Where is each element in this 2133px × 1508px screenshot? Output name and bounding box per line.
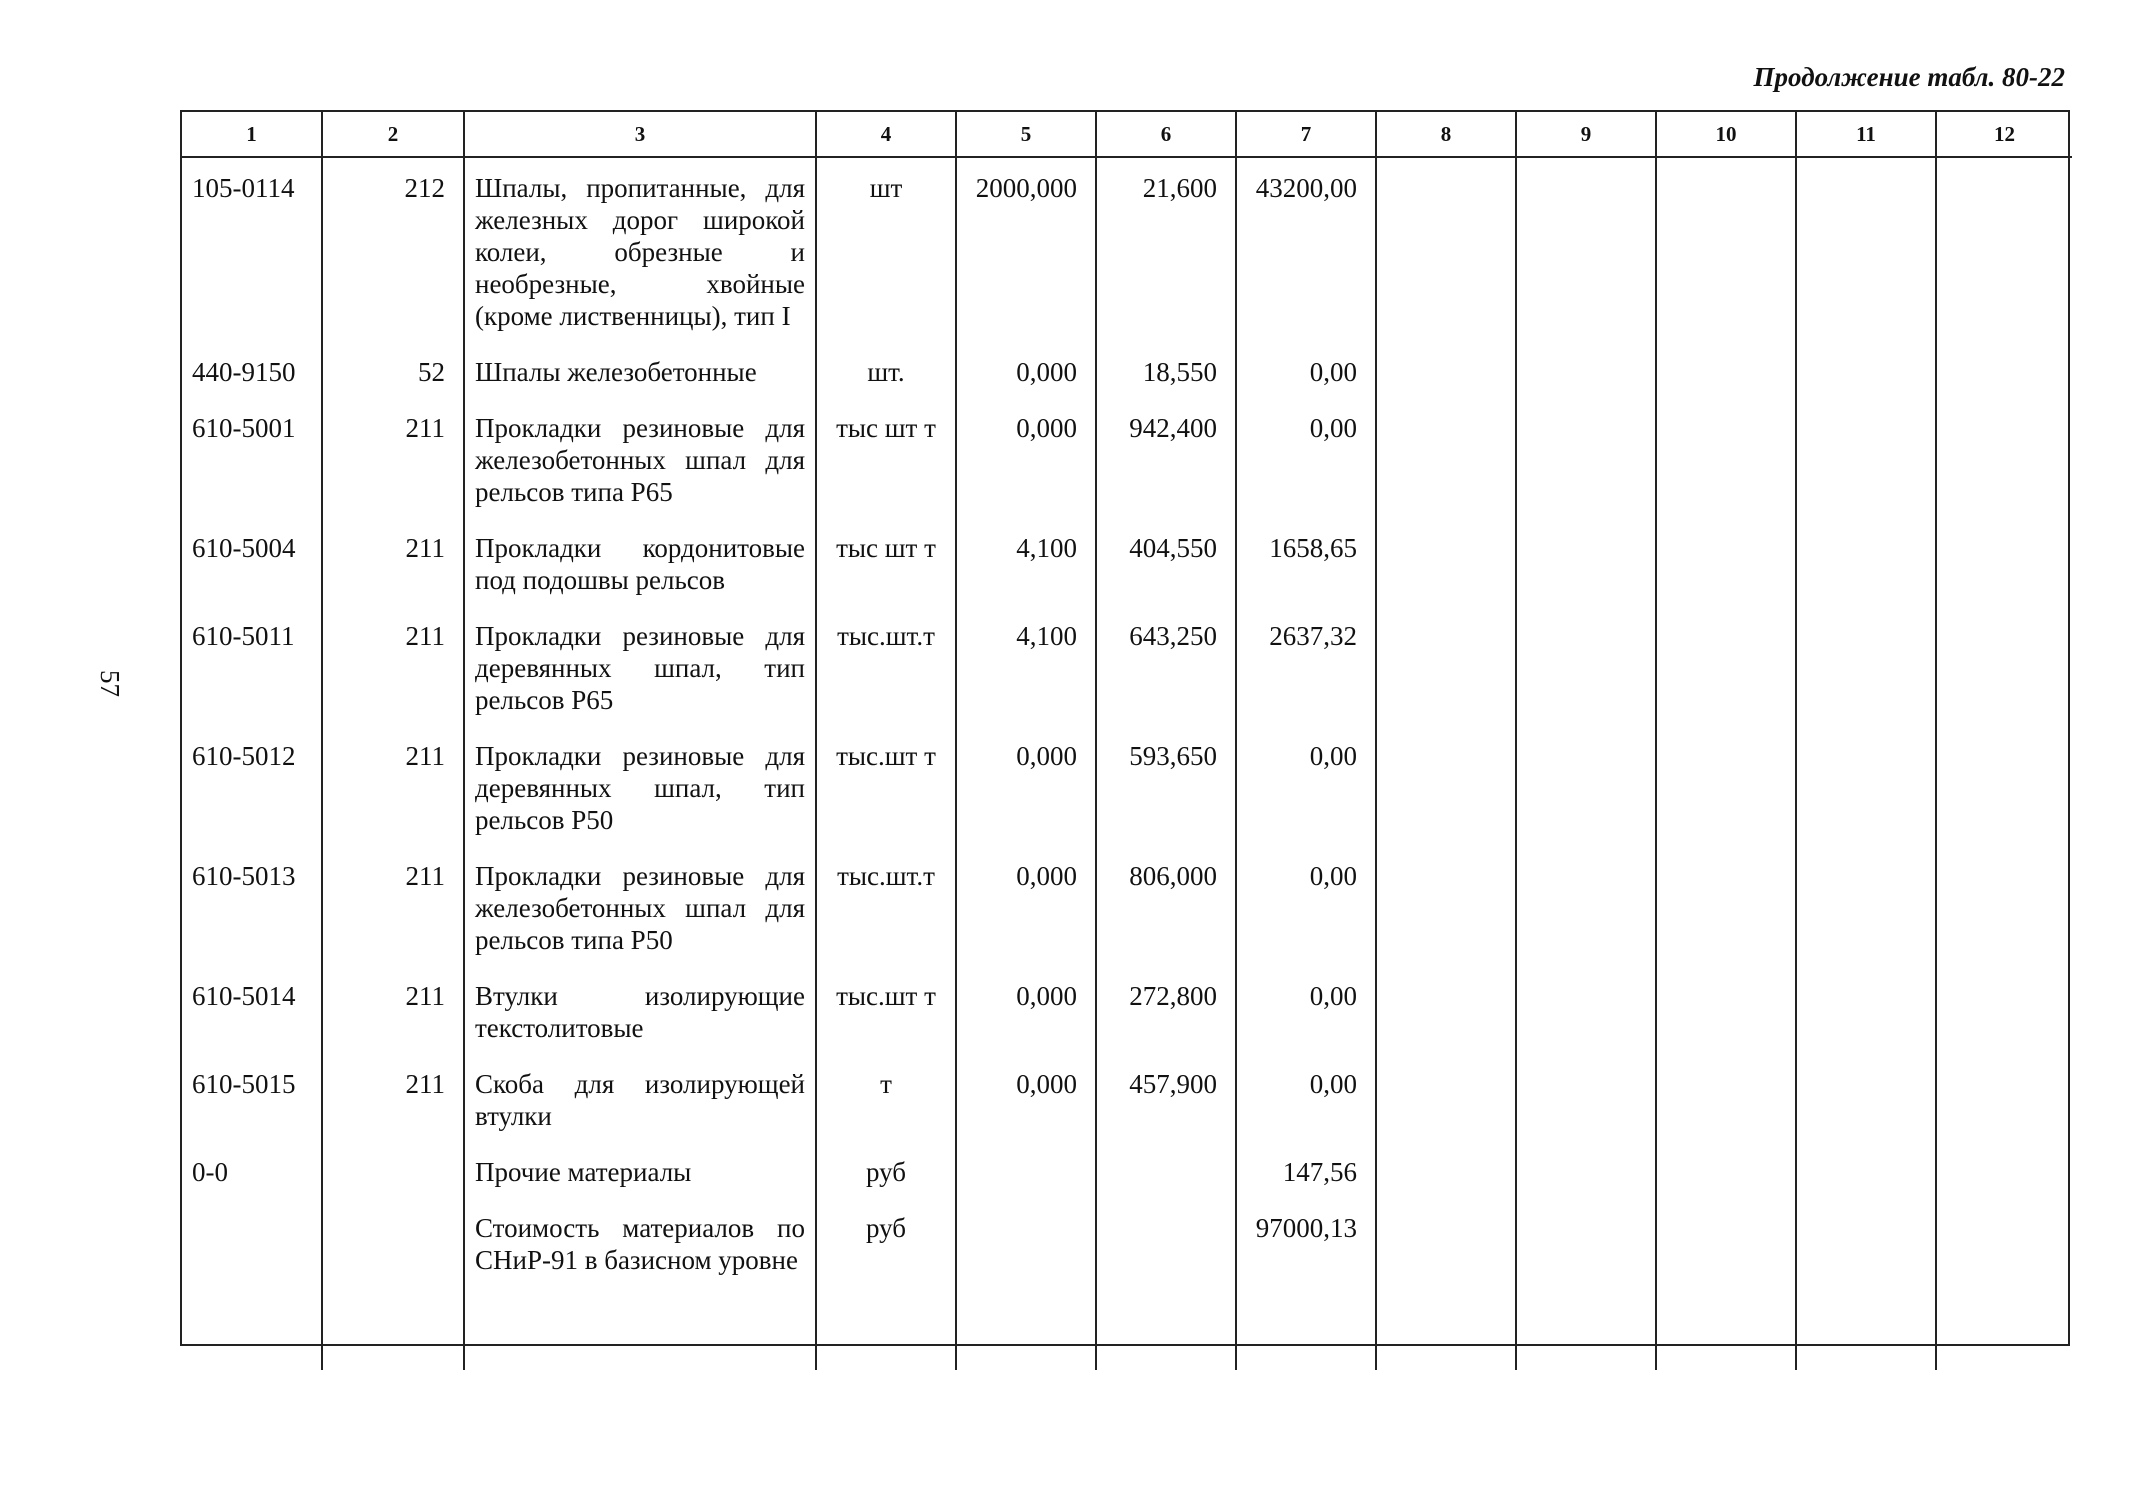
cell-num — [322, 1142, 464, 1198]
cell-total: 0,00 — [1236, 726, 1376, 846]
cell-empty — [1376, 966, 1516, 1054]
cell-empty — [1796, 846, 1936, 966]
col-header-4: 4 — [816, 112, 956, 157]
table-row — [182, 398, 2072, 518]
cell-code: 0-0 — [182, 1142, 322, 1198]
cell-total: 2637,32 — [1236, 606, 1376, 726]
cell-code: 610-5004 — [182, 518, 322, 606]
header-row — [182, 112, 2072, 157]
col-header-3: 3 — [464, 112, 816, 157]
cell-empty — [182, 1286, 322, 1370]
cell-empty — [1376, 726, 1516, 846]
cell-empty — [464, 1286, 816, 1370]
cell-empty — [1936, 726, 2072, 846]
cell-total: 0,00 — [1236, 966, 1376, 1054]
cell-name: Шпалы железобетонные — [464, 342, 816, 398]
table-row — [182, 966, 2072, 1054]
cell-empty — [1796, 606, 1936, 726]
cell-total: 0,00 — [1236, 1054, 1376, 1142]
cell-price: 457,900 — [1096, 1054, 1236, 1142]
cell-empty — [1516, 398, 1656, 518]
cell-empty — [1516, 846, 1656, 966]
cell-num: 211 — [322, 1054, 464, 1142]
cell-unit: тыс шт т — [816, 518, 956, 606]
cell-unit: тыс.шт т — [816, 726, 956, 846]
cell-empty — [1376, 1198, 1516, 1286]
cell-empty — [1796, 398, 1936, 518]
cell-empty — [1656, 157, 1796, 342]
table-row — [182, 1142, 2072, 1198]
col-header-6: 6 — [1096, 112, 1236, 157]
cell-unit: тыс шт т — [816, 398, 956, 518]
cell-empty — [1376, 398, 1516, 518]
cell-empty — [1376, 606, 1516, 726]
cell-total: 0,00 — [1236, 398, 1376, 518]
cell-num: 211 — [322, 846, 464, 966]
cell-unit: руб — [816, 1198, 956, 1286]
cell-qty: 0,000 — [956, 966, 1096, 1054]
cell-empty — [1796, 518, 1936, 606]
cell-empty — [1936, 966, 2072, 1054]
cell-empty — [1656, 726, 1796, 846]
cell-empty — [1936, 1198, 2072, 1286]
cell-name: Прокладки резиновые для железобетонных шпал для рельсов типа Р50 — [464, 846, 816, 966]
col-header-12: 12 — [1936, 112, 2072, 157]
table-row — [182, 342, 2072, 398]
cell-total: 147,56 — [1236, 1142, 1376, 1198]
cell-empty — [1516, 966, 1656, 1054]
cell-name: Стоимость материалов по СНиР-91 в базисном уровне — [464, 1198, 816, 1286]
cell-empty — [1796, 1142, 1936, 1198]
cell-price: 21,600 — [1096, 157, 1236, 342]
cell-code: 610-5001 — [182, 398, 322, 518]
cell-name: Шпалы, пропитанные, для железных дорог широкой колеи, обрезные и необрезные, хвойные (кроме лиственницы), тип I — [464, 157, 816, 342]
table-row — [182, 157, 2072, 342]
cell-total: 97000,13 — [1236, 1198, 1376, 1286]
table-row — [182, 1198, 2072, 1286]
cell-price: 593,650 — [1096, 726, 1236, 846]
cell-empty — [1516, 1198, 1656, 1286]
cell-empty — [1796, 1286, 1936, 1370]
cell-code: 440-9150 — [182, 342, 322, 398]
cell-empty — [1936, 157, 2072, 342]
cell-empty — [816, 1286, 956, 1370]
cell-empty — [1376, 342, 1516, 398]
cell-qty: 0,000 — [956, 846, 1096, 966]
cell-code — [182, 1198, 322, 1286]
cell-num: 211 — [322, 966, 464, 1054]
cell-unit: шт — [816, 157, 956, 342]
cell-empty — [1936, 398, 2072, 518]
materials-table-grid — [182, 112, 2072, 1370]
cell-empty — [1936, 606, 2072, 726]
materials-table — [180, 110, 2070, 1346]
cell-empty — [1516, 1054, 1656, 1142]
cell-total: 0,00 — [1236, 846, 1376, 966]
cell-name: Прокладки резиновые для деревянных шпал, тип рельсов Р50 — [464, 726, 816, 846]
cell-price: 942,400 — [1096, 398, 1236, 518]
col-header-2: 2 — [322, 112, 464, 157]
cell-empty — [1096, 1286, 1236, 1370]
cell-empty — [1796, 1054, 1936, 1142]
col-header-9: 9 — [1516, 112, 1656, 157]
cell-unit: тыс.шт.т — [816, 846, 956, 966]
cell-unit: руб — [816, 1142, 956, 1198]
cell-empty — [1516, 726, 1656, 846]
cell-price: 643,250 — [1096, 606, 1236, 726]
cell-num: 211 — [322, 518, 464, 606]
cell-empty — [1376, 846, 1516, 966]
cell-empty — [1656, 966, 1796, 1054]
cell-qty — [956, 1198, 1096, 1286]
cell-unit: т — [816, 1054, 956, 1142]
col-header-1: 1 — [182, 112, 322, 157]
cell-code: 105-0114 — [182, 157, 322, 342]
cell-qty: 4,100 — [956, 606, 1096, 726]
cell-empty — [1796, 1198, 1936, 1286]
table-row — [182, 1054, 2072, 1142]
cell-empty — [1656, 1054, 1796, 1142]
cell-empty — [1516, 606, 1656, 726]
cell-empty — [1656, 846, 1796, 966]
cell-empty — [1936, 846, 2072, 966]
cell-code: 610-5011 — [182, 606, 322, 726]
cell-name: Прочие материалы — [464, 1142, 816, 1198]
cell-code: 610-5015 — [182, 1054, 322, 1142]
col-header-5: 5 — [956, 112, 1096, 157]
cell-code: 610-5014 — [182, 966, 322, 1054]
cell-name: Прокладки резиновые для железобетонных шпал для рельсов типа Р65 — [464, 398, 816, 518]
cell-empty — [1376, 1286, 1516, 1370]
cell-price: 806,000 — [1096, 846, 1236, 966]
cell-empty — [956, 1286, 1096, 1370]
cell-num — [322, 1198, 464, 1286]
cell-empty — [1516, 342, 1656, 398]
page-number: 57 — [95, 670, 125, 697]
cell-num: 211 — [322, 398, 464, 518]
cell-empty — [1376, 157, 1516, 342]
cell-empty — [1936, 1142, 2072, 1198]
cell-total: 1658,65 — [1236, 518, 1376, 606]
cell-qty: 4,100 — [956, 518, 1096, 606]
cell-num: 52 — [322, 342, 464, 398]
cell-empty — [1936, 342, 2072, 398]
cell-unit: тыс.шт.т — [816, 606, 956, 726]
table-row — [182, 846, 2072, 966]
cell-price: 272,800 — [1096, 966, 1236, 1054]
cell-empty — [1936, 1286, 2072, 1370]
cell-unit: тыс.шт т — [816, 966, 956, 1054]
col-header-7: 7 — [1236, 112, 1376, 157]
cell-empty — [1376, 1142, 1516, 1198]
cell-qty: 2000,000 — [956, 157, 1096, 342]
table-row — [182, 518, 2072, 606]
col-header-8: 8 — [1376, 112, 1516, 157]
cell-empty — [1656, 398, 1796, 518]
cell-qty: 0,000 — [956, 398, 1096, 518]
cell-price: 18,550 — [1096, 342, 1236, 398]
cell-empty — [322, 1286, 464, 1370]
cell-price: 404,550 — [1096, 518, 1236, 606]
cell-qty: 0,000 — [956, 342, 1096, 398]
cell-num: 211 — [322, 726, 464, 846]
cell-num: 211 — [322, 606, 464, 726]
table-row — [182, 606, 2072, 726]
cell-name: Втулки изолирующие текстолитовые — [464, 966, 816, 1054]
cell-unit: шт. — [816, 342, 956, 398]
cell-qty: 0,000 — [956, 1054, 1096, 1142]
cell-empty — [1376, 518, 1516, 606]
cell-empty — [1656, 606, 1796, 726]
cell-code: 610-5012 — [182, 726, 322, 846]
cell-price — [1096, 1198, 1236, 1286]
cell-empty — [1656, 1198, 1796, 1286]
cell-empty — [1796, 157, 1936, 342]
cell-total: 43200,00 — [1236, 157, 1376, 342]
cell-empty — [1376, 1054, 1516, 1142]
cell-num: 212 — [322, 157, 464, 342]
cell-empty — [1516, 1286, 1656, 1370]
cell-empty — [1516, 518, 1656, 606]
cell-empty — [1936, 518, 2072, 606]
cell-empty — [1516, 157, 1656, 342]
table-row — [182, 726, 2072, 846]
cell-empty — [1936, 1054, 2072, 1142]
cell-empty — [1796, 726, 1936, 846]
cell-empty — [1656, 342, 1796, 398]
table-caption: Продолжение табл. 80-22 — [1753, 62, 2065, 92]
cell-empty — [1796, 966, 1936, 1054]
cell-name: Скоба для изолирующей втулки — [464, 1054, 816, 1142]
table-filler-row — [182, 1286, 2072, 1370]
cell-code: 610-5013 — [182, 846, 322, 966]
cell-price — [1096, 1142, 1236, 1198]
cell-qty: 0,000 — [956, 726, 1096, 846]
col-header-11: 11 — [1796, 112, 1936, 157]
cell-total: 0,00 — [1236, 342, 1376, 398]
cell-empty — [1516, 1142, 1656, 1198]
cell-empty — [1656, 1286, 1796, 1370]
cell-empty — [1796, 342, 1936, 398]
col-header-10: 10 — [1656, 112, 1796, 157]
cell-empty — [1656, 518, 1796, 606]
cell-empty — [1656, 1142, 1796, 1198]
cell-name: Прокладки кордонитовые под подошвы рельсов — [464, 518, 816, 606]
cell-name: Прокладки резиновые для деревянных шпал, тип рельсов Р65 — [464, 606, 816, 726]
cell-qty — [956, 1142, 1096, 1198]
cell-empty — [1236, 1286, 1376, 1370]
